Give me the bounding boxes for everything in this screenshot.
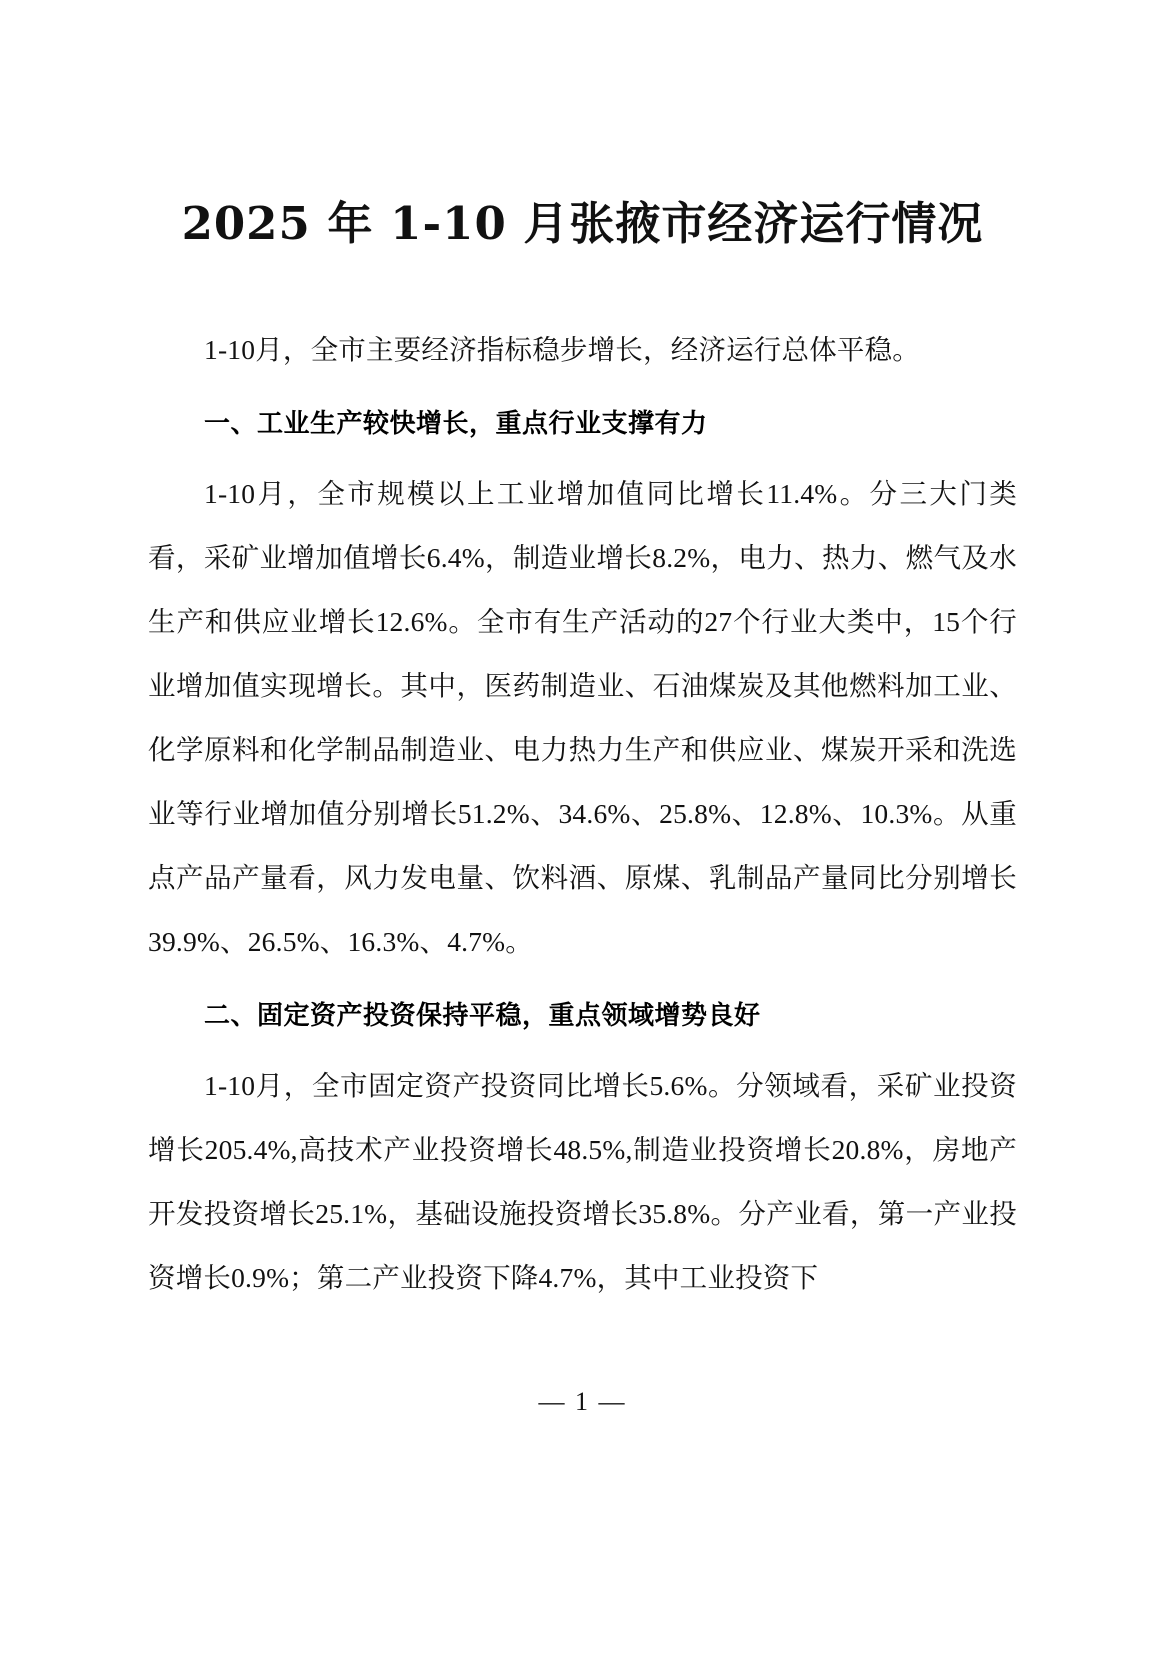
page-footer-number: — 1 —	[538, 1387, 627, 1416]
document-body	[148, 318, 1017, 1310]
section-heading-1: 一、工业生产较快增长，重点行业支撑有力	[204, 409, 708, 440]
paragraph-intro: 1-10月，全市主要经济指标稳步增长，经济运行总体平稳。	[204, 334, 921, 366]
paragraph-section-1: 1-10月，全市规模以上工业增加值同比增长11.4%。分三大门类看，采矿业增加值增长6.4%，制造业增长8.2%，电力、热力、燃气及水生产和供应业增长12.6%。全市有生产活动的27个行业大类中，15个行业增加值实现增长。其中，医药制造业、石油煤炭及其他燃料加工业、化学原料和化学制品制造业、电力热力生产和供应业、煤炭开采和洗选业等行业增加值分别增长51.2%、34.6%、25.8%、12.8%、10.3%。从重点产品产量看，风力发电量、饮料酒、原煤、乳制品产量同比分别增长39.9%、26.5%、16.3%、4.7%。	[148, 478, 1017, 958]
section-heading-2: 二、固定资产投资保持平稳，重点领域增势良好	[204, 1001, 761, 1032]
page-title: 2025 年 1-10 月张掖市经济运行情况	[181, 197, 984, 250]
paragraph-section-2: 1-10月，全市固定资产投资同比增长5.6%。分领域看，采矿业投资增长205.4%,高技术产业投资增长48.5%,制造业投资增长20.8%，房地产开发投资增长25.1%，基础设施投资增长35.8%。分产业看，第一产业投资增长0.9%；第二产业投资下降4.7%，其中工业投资下	[148, 1070, 1017, 1294]
